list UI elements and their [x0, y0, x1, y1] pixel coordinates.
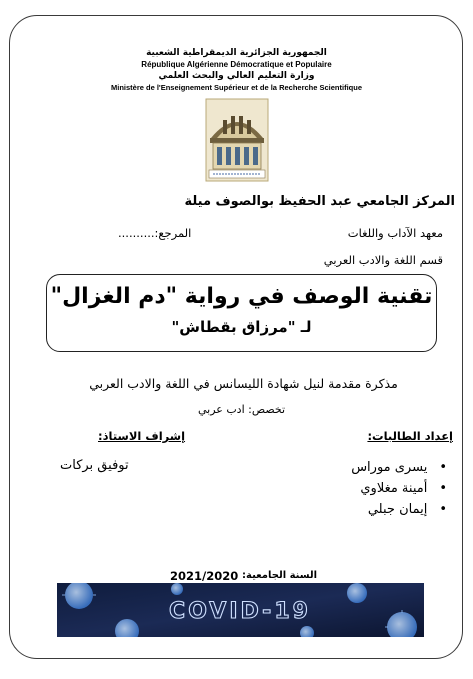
thesis-title: تقنية الوصف في رواية "دم الغزال" [50, 284, 433, 309]
academic-year-label: السنة الجامعية: [242, 570, 318, 581]
student-name: • يسرى موراس [351, 457, 447, 478]
students-list [351, 457, 447, 520]
specialty: تخصص: ادب عربي [197, 403, 286, 416]
reference-label: المرجع:.......... [118, 226, 192, 240]
student-name: • أمينة مغلاوي [351, 478, 447, 499]
thesis-author-line: لـ "مرزاق بقطاش" [171, 318, 312, 336]
students-label: إعداد الطالبات: [367, 429, 453, 443]
university-building-logo [205, 98, 269, 182]
covid-banner-text: COVID-19 [169, 599, 311, 624]
department-name: قسم اللغة والادب العربي [323, 253, 443, 267]
memo-purpose: مذكرة مقدمة لنيل شهادة الليسانس في اللغة والادب العربي [89, 376, 398, 391]
university-center-name: المركز الجامعي عبد الحفيظ بوالصوف ميلة [184, 194, 455, 209]
supervisor-label: إشراف الاستاذ: [98, 429, 186, 443]
header-ministry-ar: وزارة التعليم العالي والبحث العلمي [158, 71, 315, 81]
covid-banner-image [57, 583, 424, 637]
supervisor-name: توفيق بركات [60, 458, 129, 473]
header-ministry-fr: Ministère de l'Enseignement Supérieur et de la Recherche Scientifique [110, 83, 363, 92]
academic-year-value: 2021/2020 [170, 569, 239, 583]
header-republic-fr: République Algérienne Démocratique et Populaire [141, 60, 332, 69]
header-republic-ar: الجمهورية الجزائرية الديمقراطية الشعبية [146, 48, 327, 58]
institute-name: معهد الآداب واللغات [347, 226, 443, 240]
student-name: • إيمان جبلي [351, 499, 447, 520]
